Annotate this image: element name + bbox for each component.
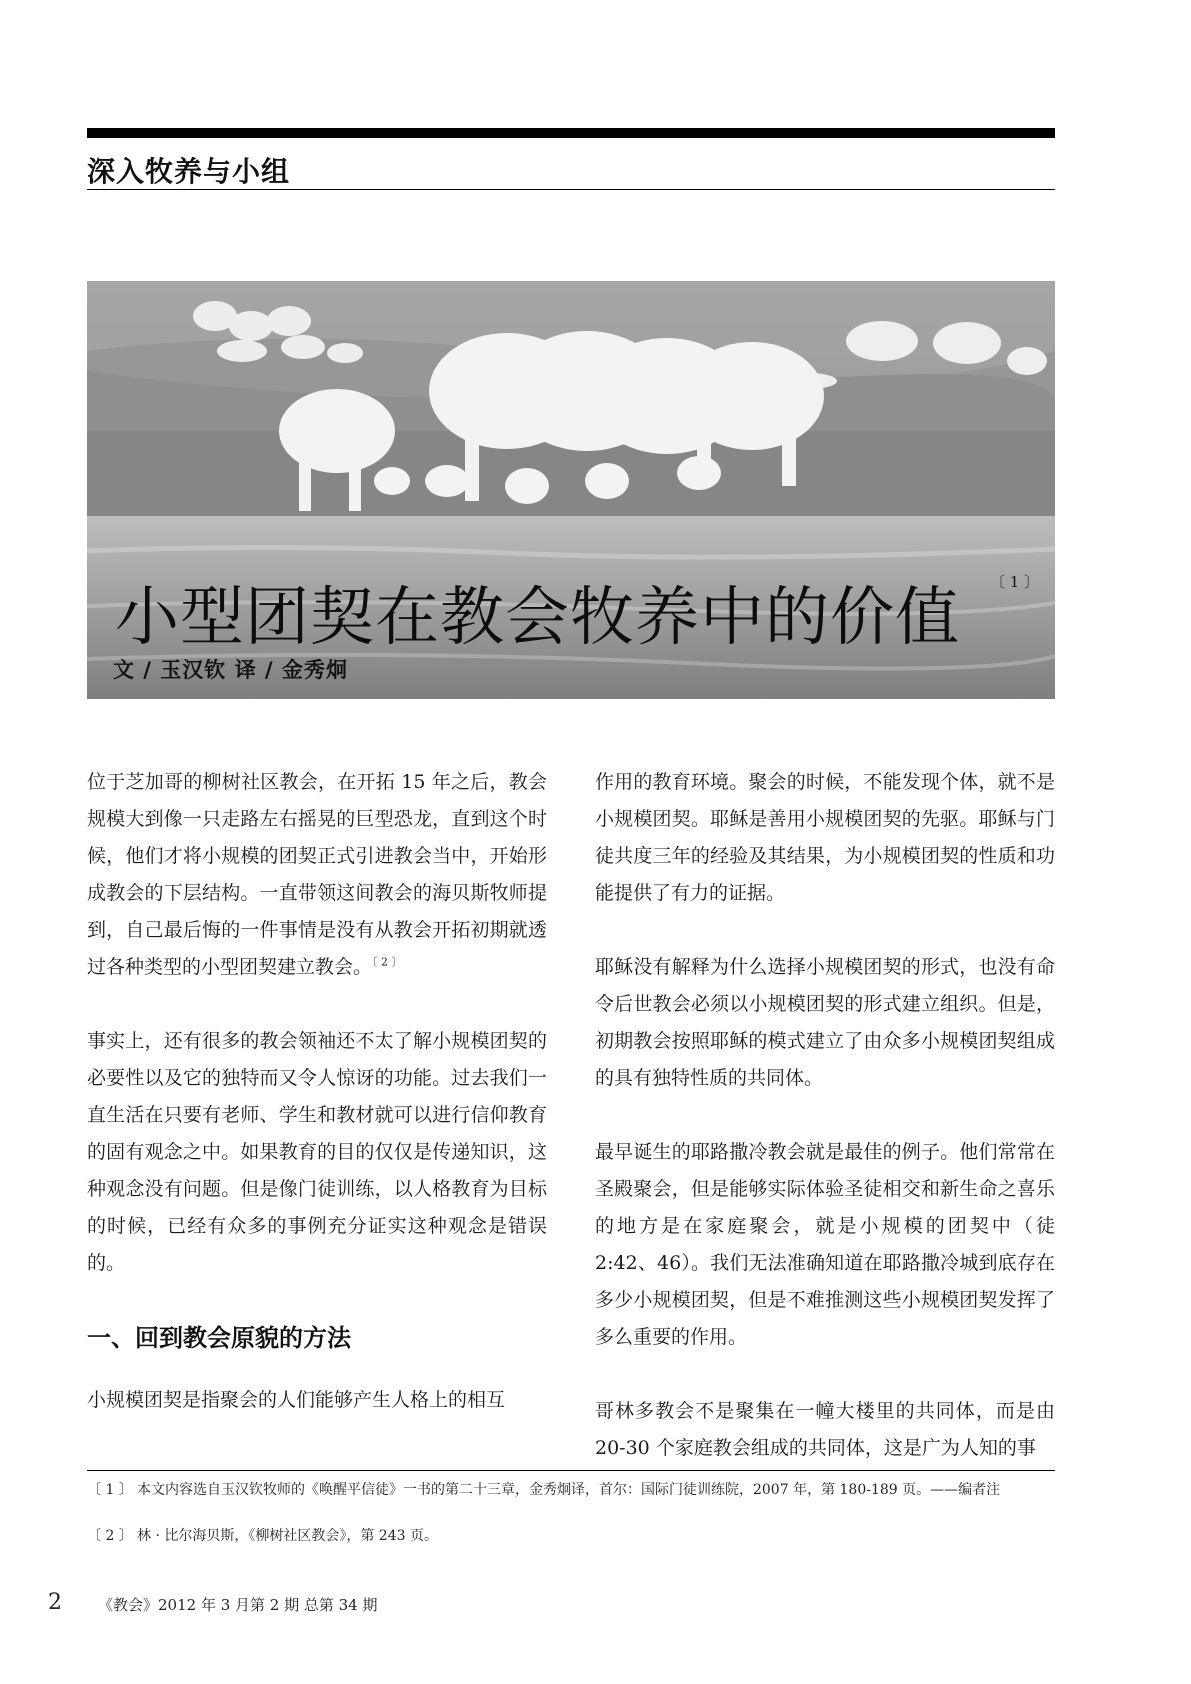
paragraph: 小规模团契是指聚会的人们能够产生人格上的相互 (87, 1389, 506, 1411)
footnote-text: 本文内容选自玉汉钦牧师的《唤醒平信徒》一书的第二十三章，金秀炯译，首尔：国际门徒训练院，2007 年，第 180-189 页。——编者注 (137, 1482, 1001, 1498)
header-top-bar (87, 128, 1055, 138)
paragraph: 事实上，还有很多的教会领袖还不太了解小规模团契的必要性以及它的独特而又令人惊讶的功能。过去我们一直生活在只要有老师、学生和教材就可以进行信仰教育的固有观念之中。如果教育的目的仅仅是传递知识，这种观念没有问题。但是像门徒训练，以人格教育为目标的时候，已经有众多的事例充分证实这种观念是错误的。 (87, 1030, 547, 1274)
journal-info: 《教会》2012 年 3 月第 2 期 总第 34 期 (98, 1596, 378, 1614)
hero-banner (87, 281, 1055, 699)
footnote (87, 1480, 1055, 1501)
column-right (595, 764, 1055, 1467)
paragraph (87, 764, 547, 986)
paragraph-text: 位于芝加哥的柳树社区教会，在开拓 15 年之后，教会规模大到像一只走路左右摇晃的巨型恐龙，直到这个时候，他们才将小规模的团契正式引进教会当中，开始形成教会的下层结构。一直带领这间教会的海贝斯牧师提到，自己最后悔的一件事情是没有从教会开拓初期就透过各种类型的小型团契建立教会。 (87, 771, 547, 978)
title-footnote-mark: 〔 1 〕 (990, 573, 1040, 591)
section-heading: 一、回到教会原貌的方法 (87, 1323, 351, 1352)
paragraph: 耶稣没有解释为什么选择小规模团契的形式，也没有命令后世教会必须以小规模团契的形式建立组织。但是，初期教会按照耶稣的模式建立了由众多小规模团契组成的具有独特性质的共同体。 (595, 956, 1055, 1089)
footnote-text: 林 · 比尔海贝斯，《柳树社区教会》，第 243 页。 (137, 1528, 438, 1544)
footnote-mark: 〔 2 〕 (87, 1528, 133, 1544)
page-number: 2 (48, 1590, 62, 1615)
section-rule (87, 189, 1055, 190)
paragraph: 作用的教育环境。聚会的时候，不能发现个体，就不是小规模团契。耶稣是善用小规模团契的先驱。耶稣与门徒共度三年的经验及其结果，为小规模团契的性质和功能提供了有力的证据。 (595, 771, 1055, 904)
footnote (87, 1526, 1055, 1547)
column-left (87, 764, 547, 1419)
footnote-mark: 〔 1 〕 (87, 1482, 133, 1498)
paragraph: 哥林多教会不是聚集在一幢大楼里的共同体，而是由 20-30 个家庭教会组成的共同体，这是广为人知的事 (595, 1400, 1055, 1459)
citation-mark: 〔 2 〕 (372, 955, 403, 969)
article-title: 小型团契在教会牧养中的价值 (115, 581, 960, 655)
paragraph: 最早诞生的耶路撒冷教会就是最佳的例子。他们常常在圣殿聚会，但是能够实际体验圣徒相交和新生命之喜乐的地方是在家庭聚会，就是小规模的团契中（徒 2:42、46）。我们无法准确知道在耶路撒冷城到底存在多少小规模团契，但是不难推测这些小规模团契发挥了多么重要的作用。 (595, 1141, 1055, 1348)
article-byline: 文 / 玉汉钦 译 / 金秀炯 (113, 658, 348, 682)
section-title: 深入牧养与小组 (87, 155, 291, 188)
footnote-rule (87, 1470, 1055, 1471)
